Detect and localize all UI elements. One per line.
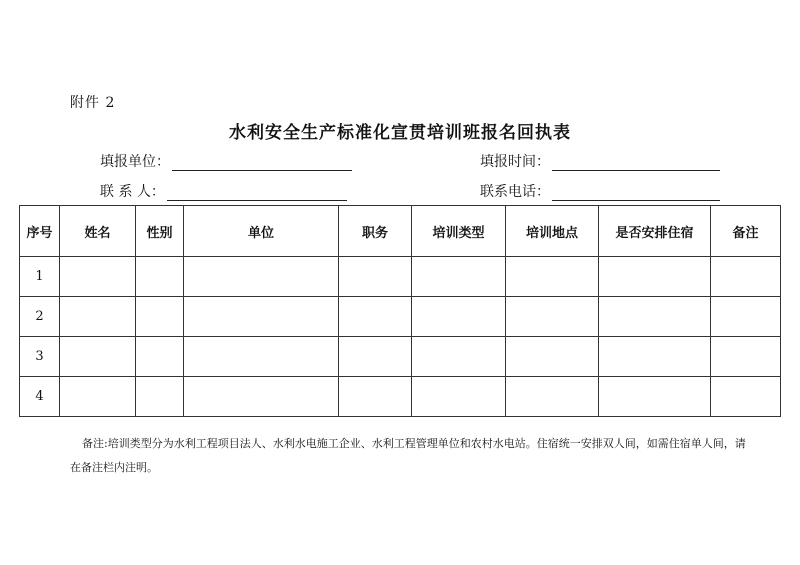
table-row <box>20 337 781 377</box>
cell-remarks[interactable] <box>711 297 781 337</box>
form-title: 水利安全生产标准化宣贯培训班报名回执表 <box>229 123 571 143</box>
header-serial: 序号 <box>20 206 60 257</box>
attachment-label: 附件 2 <box>70 95 116 111</box>
cell-training-type[interactable] <box>412 377 506 417</box>
cell-name[interactable] <box>60 337 136 377</box>
cell-unit[interactable] <box>184 337 339 377</box>
cell-name[interactable] <box>60 257 136 297</box>
header-remarks: 备注 <box>711 206 781 257</box>
cell-unit[interactable] <box>184 257 339 297</box>
cell-accommodation[interactable] <box>599 377 711 417</box>
row-number: 1 <box>20 257 60 297</box>
cell-accommodation[interactable] <box>599 337 711 377</box>
contact-field <box>100 181 347 201</box>
row-number: 3 <box>20 337 60 377</box>
cell-remarks[interactable] <box>711 337 781 377</box>
cell-position[interactable] <box>339 257 412 297</box>
fill-unit-blank[interactable] <box>172 154 352 171</box>
cell-unit[interactable] <box>184 377 339 417</box>
fill-unit-label: 填报单位： <box>100 154 170 170</box>
phone-field <box>480 181 720 201</box>
cell-gender[interactable] <box>136 337 184 377</box>
cell-gender[interactable] <box>136 297 184 337</box>
row-number: 4 <box>20 377 60 417</box>
cell-training-type[interactable] <box>412 337 506 377</box>
cell-accommodation[interactable] <box>599 257 711 297</box>
row-number: 2 <box>20 297 60 337</box>
cell-accommodation[interactable] <box>599 297 711 337</box>
registration-table <box>19 205 781 417</box>
cell-training-location[interactable] <box>506 337 599 377</box>
contact-label: 联 系 人： <box>100 184 165 200</box>
table-header-row <box>20 206 781 257</box>
header-unit: 单位 <box>184 206 339 257</box>
phone-blank[interactable] <box>552 184 720 201</box>
header-name: 姓名 <box>60 206 136 257</box>
fill-time-blank[interactable] <box>552 154 720 171</box>
contact-blank[interactable] <box>167 184 347 201</box>
cell-training-location[interactable] <box>506 297 599 337</box>
cell-training-type[interactable] <box>412 257 506 297</box>
cell-remarks[interactable] <box>711 377 781 417</box>
cell-name[interactable] <box>60 297 136 337</box>
fill-time-field <box>480 151 720 171</box>
table-row <box>20 297 781 337</box>
table-row <box>20 377 781 417</box>
fill-unit-field <box>100 151 352 171</box>
cell-remarks[interactable] <box>711 257 781 297</box>
fill-time-label: 填报时间： <box>480 154 550 170</box>
header-gender: 性别 <box>136 206 184 257</box>
cell-training-location[interactable] <box>506 257 599 297</box>
remarks-note: 备注:培训类型分为水利工程项目法人、水利水电施工企业、水利工程管理单位和农村水电站。住宿统一安排双人间，如需住宿单人间，请在备注栏内注明。 <box>70 437 746 474</box>
cell-training-location[interactable] <box>506 377 599 417</box>
cell-position[interactable] <box>339 337 412 377</box>
header-accommodation: 是否安排住宿 <box>599 206 711 257</box>
cell-training-type[interactable] <box>412 297 506 337</box>
cell-gender[interactable] <box>136 377 184 417</box>
header-training-type: 培训类型 <box>412 206 506 257</box>
cell-name[interactable] <box>60 377 136 417</box>
header-training-location: 培训地点 <box>506 206 599 257</box>
cell-gender[interactable] <box>136 257 184 297</box>
header-position: 职务 <box>339 206 412 257</box>
table-row <box>20 257 781 297</box>
cell-position[interactable] <box>339 297 412 337</box>
cell-unit[interactable] <box>184 297 339 337</box>
cell-position[interactable] <box>339 377 412 417</box>
phone-label: 联系电话： <box>480 184 550 200</box>
